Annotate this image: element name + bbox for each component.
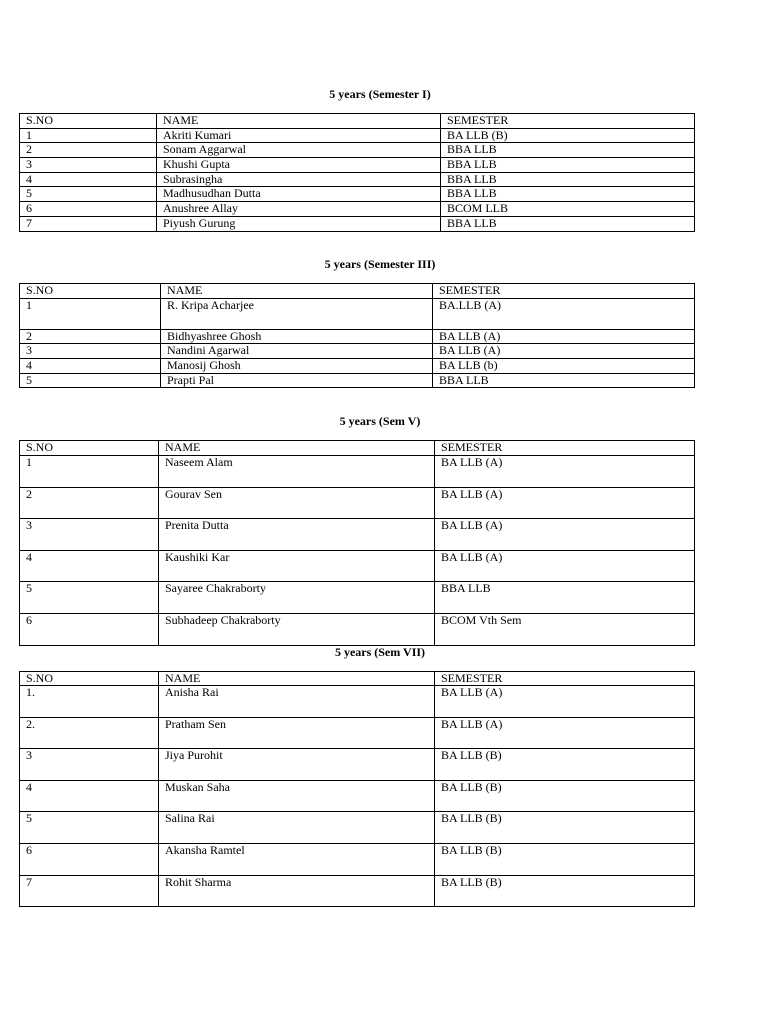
- table-row: [20, 749, 695, 781]
- column-header-semester: SEMESTER: [435, 672, 695, 686]
- cell-name: Akansha Ramtel: [159, 843, 435, 875]
- cell-semester: BA LLB (A): [435, 686, 695, 718]
- cell-sno: 7: [20, 875, 159, 907]
- cell-sno: 6: [20, 613, 159, 645]
- cell-sno: 6: [20, 843, 159, 875]
- cell-sno: 1: [20, 298, 161, 329]
- section-heading-semester-7: 5 years (Sem VII): [334, 645, 426, 659]
- cell-name: Piyush Gurung: [157, 216, 441, 231]
- cell-name: Khushi Gupta: [157, 158, 441, 173]
- cell-sno: 6: [20, 202, 157, 217]
- cell-semester: BBA LLB: [441, 143, 695, 158]
- table-row: [20, 202, 695, 217]
- table-row: [20, 298, 695, 329]
- table-row: [20, 344, 695, 359]
- column-header-name: NAME: [159, 441, 435, 456]
- table-row: [20, 143, 695, 158]
- table-row: [20, 187, 695, 202]
- table-row: [20, 519, 695, 551]
- cell-semester: BA LLB (B): [435, 843, 695, 875]
- cell-sno: 3: [20, 519, 159, 551]
- cell-name: Jiya Purohit: [159, 749, 435, 781]
- cell-sno: 3: [20, 158, 157, 173]
- table-row: [20, 550, 695, 582]
- cell-name: Prapti Pal: [161, 373, 433, 388]
- cell-name: Sayaree Chakraborty: [159, 582, 435, 614]
- table-row: [20, 172, 695, 187]
- cell-name: Sonam Aggarwal: [157, 143, 441, 158]
- cell-semester: BA LLB (B): [435, 875, 695, 907]
- cell-sno: 2.: [20, 717, 159, 749]
- cell-name: Akriti Kumari: [157, 128, 441, 143]
- cell-semester: BA LLB (b): [433, 359, 695, 374]
- column-header-sno: S.NO: [20, 284, 161, 299]
- cell-semester: BA LLB (B): [441, 128, 695, 143]
- roster-table-semester-3: [19, 283, 695, 388]
- cell-name: Subhadeep Chakraborty: [159, 613, 435, 645]
- column-header-semester: SEMESTER: [435, 441, 695, 456]
- cell-sno: 2: [20, 487, 159, 519]
- roster-table-semester-7: [19, 671, 695, 907]
- cell-sno: 4: [20, 780, 159, 812]
- cell-semester: BA LLB (A): [435, 550, 695, 582]
- cell-semester: BA LLB (B): [435, 812, 695, 844]
- cell-sno: 1.: [20, 686, 159, 718]
- cell-name: Prenita Dutta: [159, 519, 435, 551]
- cell-semester: BA.LLB (A): [433, 298, 695, 329]
- cell-sno: 3: [20, 749, 159, 781]
- table-row: [20, 812, 695, 844]
- cell-semester: BA LLB (A): [433, 344, 695, 359]
- cell-sno: 5: [20, 187, 157, 202]
- column-header-name: NAME: [157, 114, 441, 129]
- cell-name: Anisha Rai: [159, 686, 435, 718]
- cell-sno: 7: [20, 216, 157, 231]
- cell-semester: BA LLB (A): [435, 487, 695, 519]
- cell-name: Nandini Agarwal: [161, 344, 433, 359]
- cell-name: R. Kripa Acharjee: [161, 298, 433, 329]
- table-header-row: [20, 672, 695, 686]
- cell-semester: BA LLB (B): [435, 749, 695, 781]
- cell-name: Anushree Allay: [157, 202, 441, 217]
- table-row: [20, 373, 695, 388]
- cell-sno: 5: [20, 373, 161, 388]
- cell-sno: 1: [20, 456, 159, 488]
- cell-sno: 2: [20, 143, 157, 158]
- cell-name: Gourav Sen: [159, 487, 435, 519]
- cell-name: Bidhyashree Ghosh: [161, 329, 433, 344]
- cell-name: Manosij Ghosh: [161, 359, 433, 374]
- cell-name: Madhusudhan Dutta: [157, 187, 441, 202]
- table-header-row: [20, 441, 695, 456]
- cell-semester: BBA LLB: [441, 158, 695, 173]
- cell-semester: BA LLB (A): [435, 717, 695, 749]
- cell-name: Kaushiki Kar: [159, 550, 435, 582]
- cell-name: Naseem Alam: [159, 456, 435, 488]
- roster-table-semester-5: [19, 440, 695, 646]
- table-row: [20, 128, 695, 143]
- column-header-sno: S.NO: [20, 441, 159, 456]
- cell-semester: BCOM Vth Sem: [435, 613, 695, 645]
- cell-name: Muskan Saha: [159, 780, 435, 812]
- cell-semester: BBA LLB: [441, 187, 695, 202]
- table-row: [20, 487, 695, 519]
- column-header-semester: SEMESTER: [433, 284, 695, 299]
- table-row: [20, 717, 695, 749]
- cell-semester: BBA LLB: [441, 216, 695, 231]
- table-row: [20, 456, 695, 488]
- cell-sno: 5: [20, 812, 159, 844]
- table-header-row: [20, 114, 695, 129]
- section-heading-semester-3: 5 years (Semester III): [324, 257, 436, 271]
- cell-sno: 2: [20, 329, 161, 344]
- cell-sno: 1: [20, 128, 157, 143]
- column-header-sno: S.NO: [20, 672, 159, 686]
- table-row: [20, 329, 695, 344]
- cell-sno: 5: [20, 582, 159, 614]
- cell-name: Pratham Sen: [159, 717, 435, 749]
- cell-semester: BA LLB (B): [435, 780, 695, 812]
- table-row: [20, 158, 695, 173]
- cell-sno: 4: [20, 172, 157, 187]
- table-header-row: [20, 284, 695, 299]
- table-row: [20, 216, 695, 231]
- cell-name: Subrasingha: [157, 172, 441, 187]
- cell-sno: 4: [20, 359, 161, 374]
- cell-sno: 3: [20, 344, 161, 359]
- cell-semester: BA LLB (A): [435, 456, 695, 488]
- roster-table-semester-1: [19, 113, 695, 232]
- table-row: [20, 613, 695, 645]
- cell-semester: BBA LLB: [441, 172, 695, 187]
- cell-semester: BCOM LLB: [441, 202, 695, 217]
- cell-semester: BBA LLB: [435, 582, 695, 614]
- table-row: [20, 875, 695, 907]
- cell-semester: BA LLB (A): [433, 329, 695, 344]
- table-row: [20, 780, 695, 812]
- cell-name: Rohit Sharma: [159, 875, 435, 907]
- cell-sno: 4: [20, 550, 159, 582]
- column-header-name: NAME: [161, 284, 433, 299]
- column-header-sno: S.NO: [20, 114, 157, 129]
- column-header-semester: SEMESTER: [441, 114, 695, 129]
- section-heading-semester-5: 5 years (Sem V): [339, 414, 421, 428]
- table-row: [20, 686, 695, 718]
- cell-semester: BBA LLB: [433, 373, 695, 388]
- cell-semester: BA LLB (A): [435, 519, 695, 551]
- column-header-name: NAME: [159, 672, 435, 686]
- table-row: [20, 582, 695, 614]
- table-row: [20, 843, 695, 875]
- cell-name: Salina Rai: [159, 812, 435, 844]
- section-heading-semester-1: 5 years (Semester I): [329, 87, 431, 101]
- table-row: [20, 359, 695, 374]
